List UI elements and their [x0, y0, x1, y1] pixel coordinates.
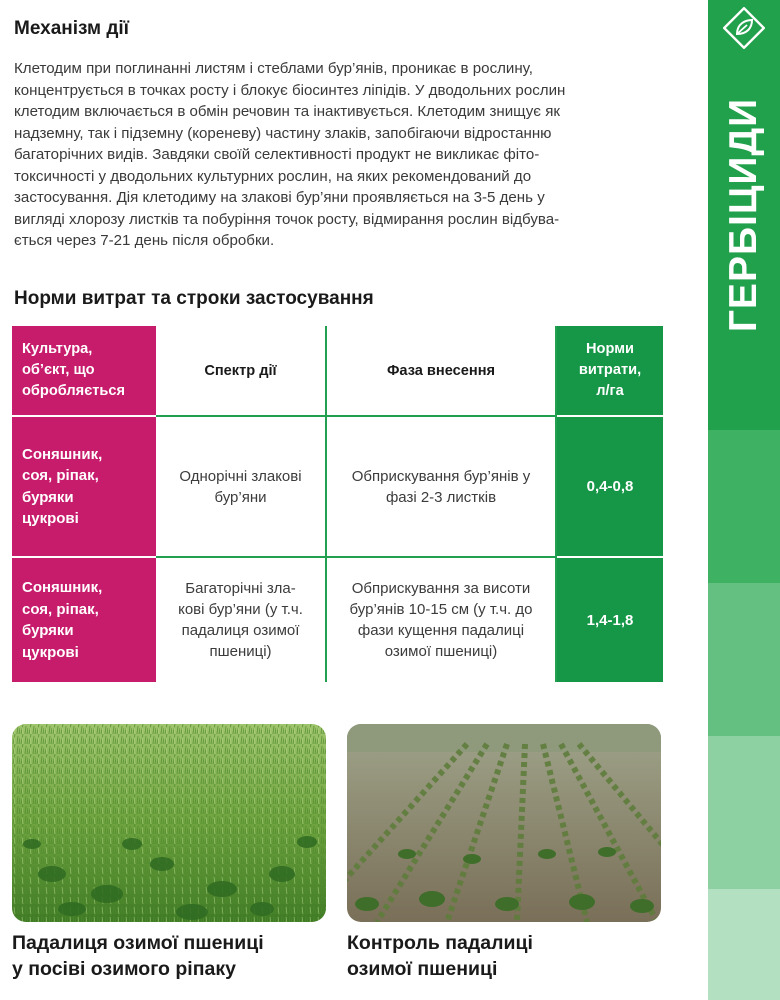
- photo-caption: Падалиця озимої пшениці у посіві озимого ріпаку: [12, 932, 264, 980]
- sidebar: [708, 0, 780, 1000]
- header-phase: Фаза внесення: [326, 326, 556, 416]
- mechanism-line: ється через 7-21 день після обробки.: [14, 232, 275, 249]
- table-header-row: [12, 326, 663, 416]
- cell-phase: Обприскування бур’янів у фазі 2-3 листків: [326, 416, 556, 557]
- field-photo-image: [12, 724, 326, 922]
- leaf-diamond-icon: [723, 7, 765, 49]
- header-culture: Культура, об’єкт, що обробляється: [12, 326, 156, 416]
- cell-rate: 0,4-0,8: [556, 416, 663, 557]
- category-title: ГЕРБІЦИДИ: [722, 97, 765, 333]
- cell-spectrum: Однорічні злакові бур’яни: [156, 416, 326, 557]
- mechanism-line: багаторічних видів. Завдяки своїй селективності продукт не викликає фіто-: [14, 146, 540, 163]
- field-photo-image: [347, 724, 661, 922]
- mechanism-line: Клетодим при поглинанні листям і стеблами бур’янів, проникає в рослину,: [14, 60, 533, 77]
- sidebar-band: [708, 430, 780, 583]
- mechanism-heading: Механізм дії: [14, 18, 130, 39]
- mechanism-line: застосування. Дія клетодиму на злакові бур’яни проявляється на 3-5 день у: [14, 189, 545, 206]
- cell-phase: Обприскування за висоти бур’янів 10-15 см (у т.ч. до фази кущення падалиці озимої пшениці): [326, 557, 556, 682]
- norms-heading: Норми витрат та строки застосування: [14, 288, 374, 309]
- sidebar-band: [708, 736, 780, 889]
- mechanism-line: вигляді хлорозу листків та побуріння точок росту, відмирання рослин відбува-: [14, 210, 560, 228]
- norms-table: [12, 326, 663, 682]
- photo-caption: Контроль падалиці озимої пшениці: [347, 932, 533, 980]
- table-row: [12, 416, 663, 557]
- sidebar-band: [708, 889, 780, 1000]
- mechanism-line: концентрується в точках росту і блокує біосинтез ліпідів. У дводольних рослин: [14, 81, 566, 99]
- cell-culture: Соняшник, соя, ріпак, буряки цукрові: [12, 416, 156, 557]
- table-row: [12, 557, 663, 682]
- cell-culture: Соняшник, соя, ріпак, буряки цукрові: [12, 557, 156, 682]
- header-rate: Норми витрати, л/га: [556, 326, 663, 416]
- mechanism-line: надземну, так і підземну (кореневу) частину злаків, запобігаючи відростанню: [14, 124, 552, 142]
- header-spectrum: Спектр дії: [156, 326, 326, 416]
- mechanism-line: клетодим включається в обмін речовин та інактивується. Клетодим знищує як: [14, 103, 560, 120]
- sidebar-band: [708, 583, 780, 736]
- mechanism-line: токсичності у дводольних культурних рослин, на яких рекомендований до: [14, 167, 532, 185]
- photo-control-result: [347, 724, 661, 922]
- cell-rate: 1,4-1,8: [556, 557, 663, 682]
- cell-spectrum: Багаторічні зла- кові бур’яни (у т.ч. падалиця озимої пшениці): [156, 557, 326, 682]
- mechanism-paragraph: [14, 58, 654, 252]
- photo-volunteer-wheat: [12, 724, 326, 922]
